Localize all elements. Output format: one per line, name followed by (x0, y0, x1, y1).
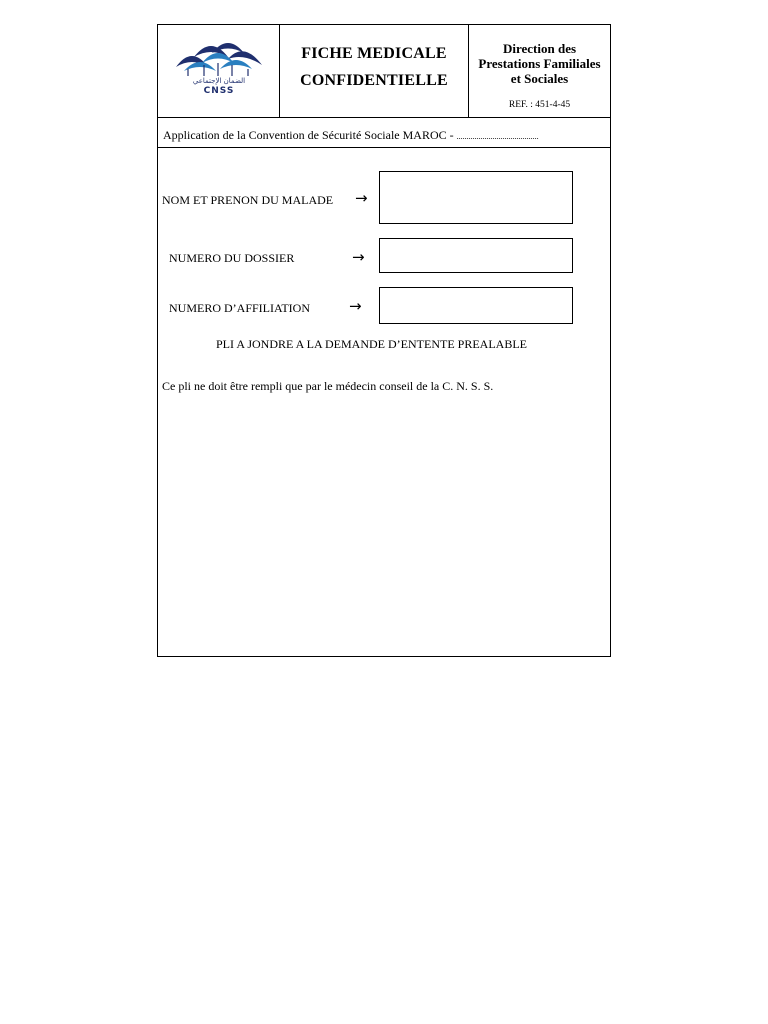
convention-dots[interactable]: ......................................... (456, 132, 539, 141)
name-field[interactable] (379, 171, 573, 224)
arrow-right-icon: → (355, 189, 368, 207)
logo-cell (158, 25, 280, 117)
affiliation-field[interactable] (379, 287, 573, 324)
convention-text (163, 128, 539, 143)
pli-instruction: PLI A JONDRE A LA DEMANDE D’ENTENTE PREALABLE (216, 337, 527, 351)
medical-form (157, 24, 611, 657)
convention-label: Application de la Convention de Sécurité Sociale MAROC - (163, 128, 457, 142)
logo-acronym: CNSS (203, 86, 235, 96)
direction-title (469, 41, 610, 86)
form-title-line2: CONFIDENTIELLE (300, 72, 448, 89)
form-title-line1: FICHE MEDICALE (301, 45, 447, 62)
arrow-right-icon: → (352, 248, 365, 266)
convention-row (158, 118, 610, 148)
dossier-label: NUMERO DU DOSSIER (169, 251, 295, 265)
direction-line2: Prestations Familiales (478, 56, 601, 71)
reference-number: REF. : 451-4-45 (508, 100, 571, 110)
affiliation-label: NUMERO D’AFFILIATION (169, 301, 310, 315)
form-header (158, 25, 610, 118)
name-label: NOM ET PRENON DU MALADE (162, 193, 334, 207)
direction-line3: et Sociales (510, 71, 569, 86)
arrow-right-icon: → (349, 297, 362, 315)
convention-box (159, 119, 609, 146)
rempli-note: Ce pli ne doit être rempli que par le médecin conseil de la C. N. S. S. (162, 379, 494, 393)
title-cell (280, 25, 469, 117)
direction-line1: Direction des (502, 41, 577, 56)
cnss-logo-icon (158, 25, 279, 117)
logo-arabic-text: الضمان الإجتماعي (192, 77, 246, 85)
dossier-field[interactable] (379, 238, 573, 273)
direction-cell (469, 25, 610, 117)
